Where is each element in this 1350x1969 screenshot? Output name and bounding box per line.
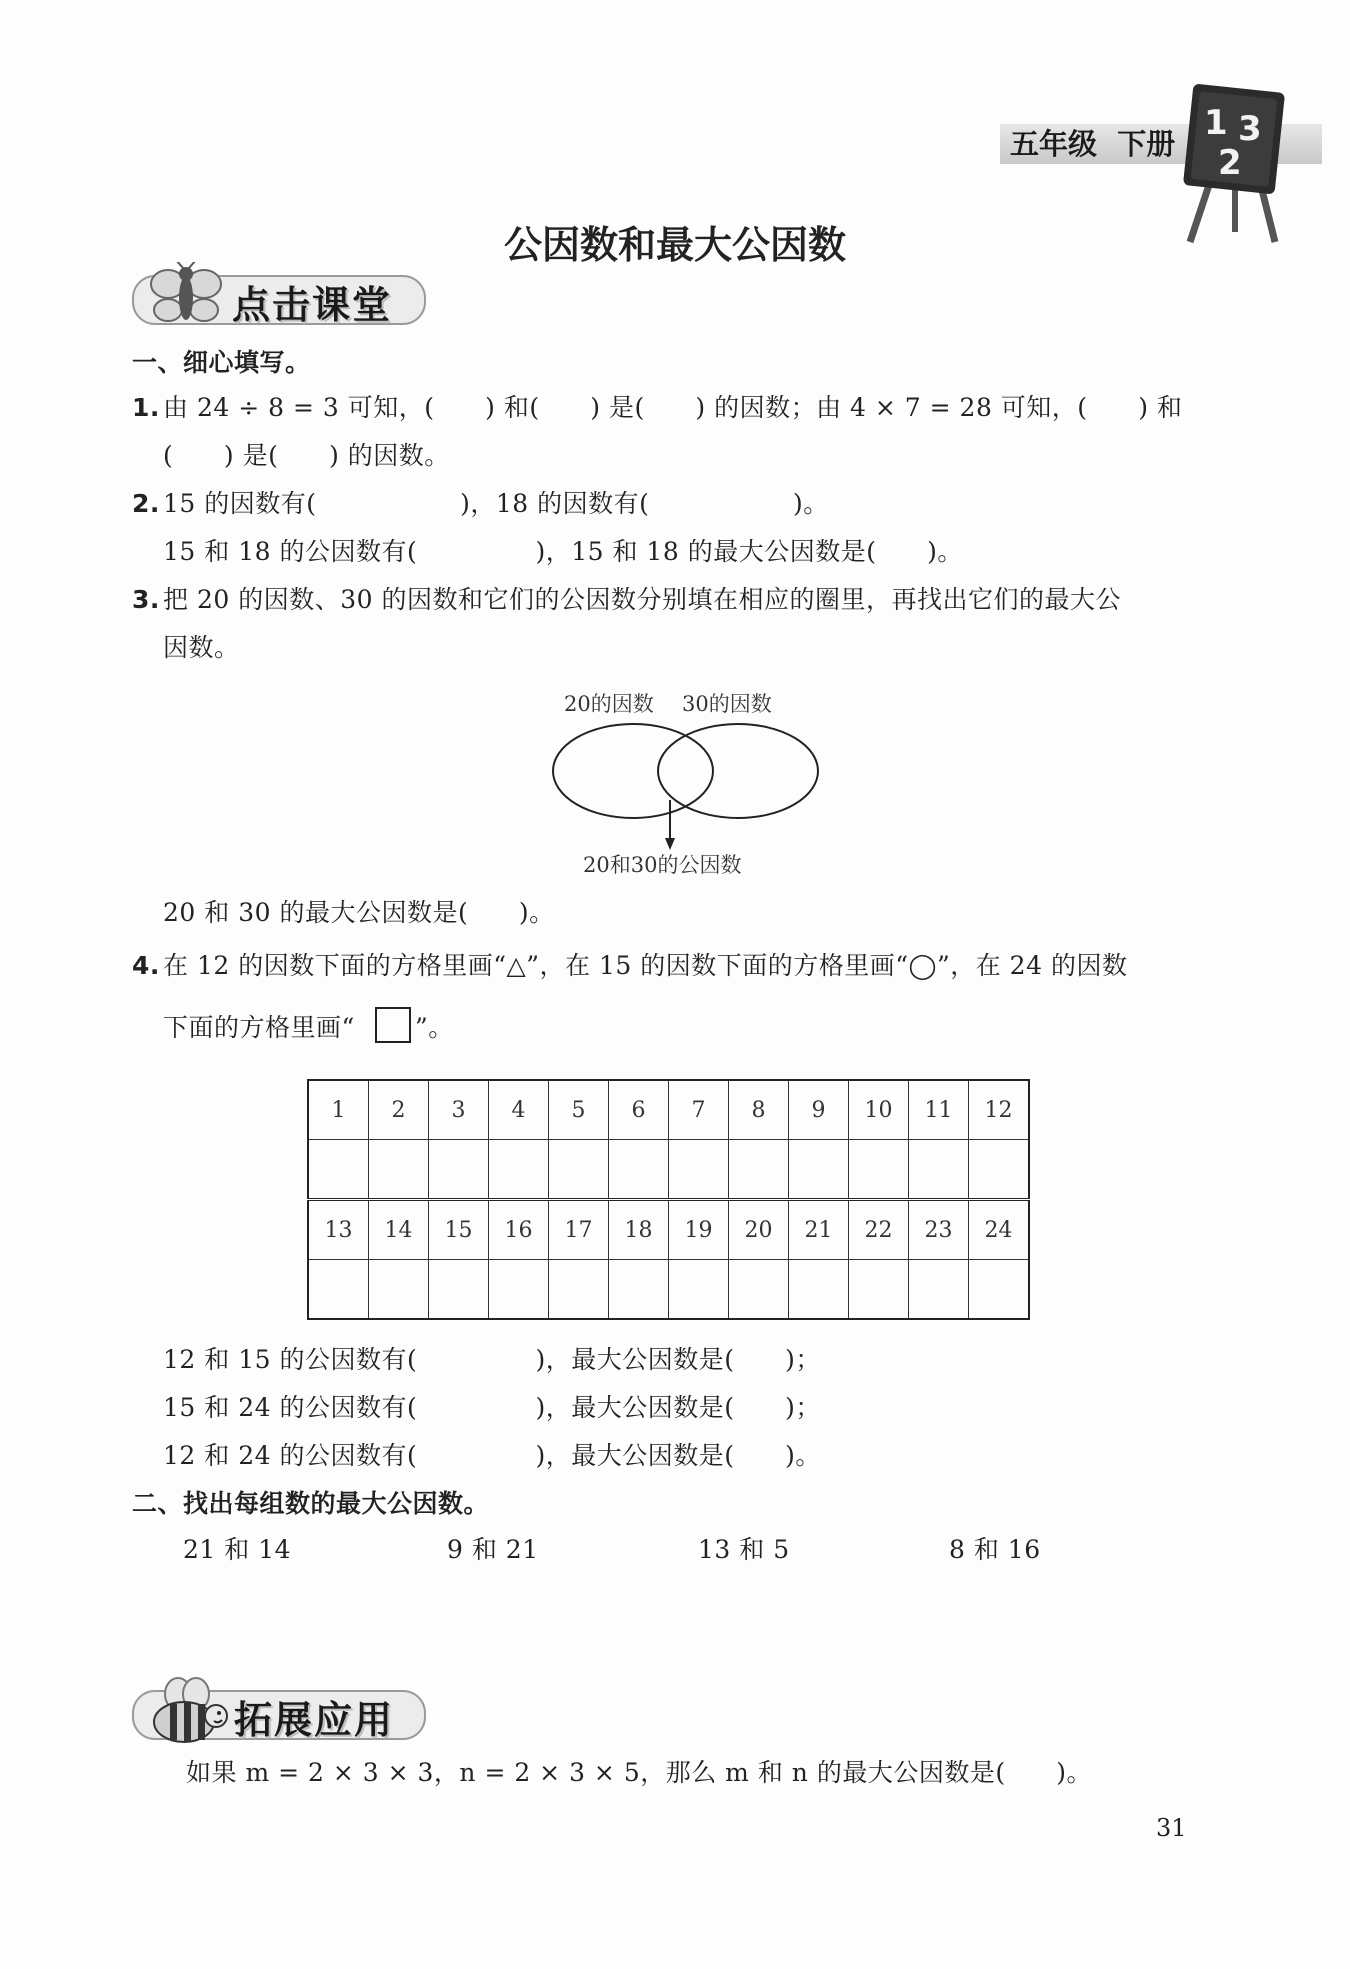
grid-cell: 7 xyxy=(669,1080,729,1140)
q1-line2: ( ) 是( ) 的因数。 xyxy=(163,441,450,470)
grid-cell: 16 xyxy=(489,1200,549,1260)
grade-label: 五年级 下册 xyxy=(1010,127,1176,161)
venn-circle-30 xyxy=(658,724,818,818)
venn-label-20: 20的因数 xyxy=(564,692,654,716)
part2-heading: 二、找出每组数的最大公因数。 xyxy=(132,1489,490,1518)
answer-cell[interactable] xyxy=(308,1260,369,1320)
q2-number: 2. xyxy=(132,489,160,518)
grid-cell: 9 xyxy=(789,1080,849,1140)
answer-cell[interactable] xyxy=(609,1140,669,1200)
q3-line2: 因数。 xyxy=(163,633,240,662)
grid-cell: 3 xyxy=(429,1080,489,1140)
answer-cell[interactable] xyxy=(849,1260,909,1320)
q4-number: 4. xyxy=(132,951,160,980)
answer-cell[interactable] xyxy=(669,1260,729,1320)
part1-heading: 一、细心填写。 xyxy=(132,348,311,377)
pair-2: 9 和 21 xyxy=(447,1535,539,1564)
pair-1: 21 和 14 xyxy=(183,1535,292,1564)
grid-cell: 20 xyxy=(729,1200,789,1260)
answer-cell[interactable] xyxy=(429,1140,489,1200)
answer-cell[interactable] xyxy=(489,1140,549,1200)
bee-icon xyxy=(146,1676,230,1748)
grid-cell: 12 xyxy=(969,1080,1030,1140)
grid-row-answers-2 xyxy=(308,1260,1029,1320)
answer-cell[interactable] xyxy=(969,1140,1030,1200)
grid-cell: 6 xyxy=(609,1080,669,1140)
section-title-extension: 拓展应用 xyxy=(234,1698,395,1742)
grid-row-answers-1 xyxy=(308,1140,1029,1200)
q3-line1: 把 20 的因数、30 的因数和它们的公因数分别填在相应的圈里，再找出它们的最大公 xyxy=(163,585,1121,614)
answer-cell[interactable] xyxy=(549,1140,609,1200)
grid-cell: 13 xyxy=(308,1200,369,1260)
extension-question: 如果 m = 2 × 3 × 3，n = 2 × 3 × 5，那么 m 和 n 的最大公因数是( )。 xyxy=(186,1758,1093,1787)
venn-arrowhead xyxy=(665,838,675,850)
page-number: 31 xyxy=(1156,1814,1187,1842)
grid-cell: 22 xyxy=(849,1200,909,1260)
q2-line1: 15 的因数有( )，18 的因数有( )。 xyxy=(163,489,829,518)
answer-cell[interactable] xyxy=(308,1140,369,1200)
grid-cell: 21 xyxy=(789,1200,849,1260)
answer-cell[interactable] xyxy=(669,1140,729,1200)
answer-cell[interactable] xyxy=(729,1140,789,1200)
venn-circle-20 xyxy=(553,724,713,818)
grid-cell: 5 xyxy=(549,1080,609,1140)
answer-cell[interactable] xyxy=(789,1140,849,1200)
page-title: 公因数和最大公因数 xyxy=(503,223,846,267)
grid-cell: 23 xyxy=(909,1200,969,1260)
q4-line2b: ”。 xyxy=(415,1013,454,1042)
q1-line1: 由 24 ÷ 8 = 3 可知，( ) 和( ) 是( ) 的因数；由 4 × 7 = 28 可知，( ) 和 xyxy=(163,393,1183,422)
answer-cell[interactable] xyxy=(489,1260,549,1320)
answer-cell[interactable] xyxy=(789,1260,849,1320)
answer-cell[interactable] xyxy=(969,1260,1030,1320)
q2-line2: 15 和 18 的公因数有( )，15 和 18 的最大公因数是( )。 xyxy=(163,537,963,566)
pair-3: 13 和 5 xyxy=(698,1535,790,1564)
venn-label-30: 30的因数 xyxy=(682,692,772,716)
grid-cell: 19 xyxy=(669,1200,729,1260)
grid-cell: 17 xyxy=(549,1200,609,1260)
q4-line1: 在 12 的因数下面的方格里画“△”，在 15 的因数下面的方格里画“◯”，在 24 的因数 xyxy=(163,951,1128,980)
pair-4: 8 和 16 xyxy=(949,1535,1041,1564)
answer-cell[interactable] xyxy=(549,1260,609,1320)
answer-cell[interactable] xyxy=(909,1260,969,1320)
answer-cell[interactable] xyxy=(369,1260,429,1320)
grid-cell: 4 xyxy=(489,1080,549,1140)
butterfly-icon xyxy=(146,262,226,332)
q4-answer-2: 15 和 24 的公因数有( )，最大公因数是( )； xyxy=(163,1393,821,1422)
grid-cell: 8 xyxy=(729,1080,789,1140)
grid-cell: 1 xyxy=(308,1080,369,1140)
answer-cell[interactable] xyxy=(849,1140,909,1200)
grid-row-numbers-1 xyxy=(308,1080,1029,1140)
answer-cell[interactable] xyxy=(909,1140,969,1200)
section-title-classroom: 点击课堂 xyxy=(232,283,393,327)
board-digit-3: 3 xyxy=(1238,109,1262,149)
board-digit-2: 2 xyxy=(1218,143,1242,183)
grid-row-numbers-2 xyxy=(308,1200,1029,1260)
q3-answer: 20 和 30 的最大公因数是( )。 xyxy=(163,898,555,927)
q4-answer-1: 12 和 15 的公因数有( )，最大公因数是( )； xyxy=(163,1345,821,1374)
venn-diagram xyxy=(520,680,830,880)
grid-cell: 14 xyxy=(369,1200,429,1260)
answer-cell[interactable] xyxy=(609,1260,669,1320)
factor-grid xyxy=(307,1079,1030,1320)
q1-number: 1. xyxy=(132,393,160,422)
q4-answer-3: 12 和 24 的公因数有( )，最大公因数是( )。 xyxy=(163,1441,821,1470)
grid-cell: 11 xyxy=(909,1080,969,1140)
grid-cell: 24 xyxy=(969,1200,1030,1260)
grid-cell: 2 xyxy=(369,1080,429,1140)
grid-cell: 10 xyxy=(849,1080,909,1140)
square-symbol xyxy=(375,1007,411,1043)
answer-cell[interactable] xyxy=(729,1260,789,1320)
q3-number: 3. xyxy=(132,585,160,614)
grid-cell: 15 xyxy=(429,1200,489,1260)
answer-cell[interactable] xyxy=(429,1260,489,1320)
board-digit-1: 1 xyxy=(1204,103,1228,143)
grid-cell: 18 xyxy=(609,1200,669,1260)
venn-label-common: 20和30的公因数 xyxy=(583,853,742,877)
q4-line2a: 下面的方格里画“ xyxy=(163,1013,355,1042)
answer-cell[interactable] xyxy=(369,1140,429,1200)
